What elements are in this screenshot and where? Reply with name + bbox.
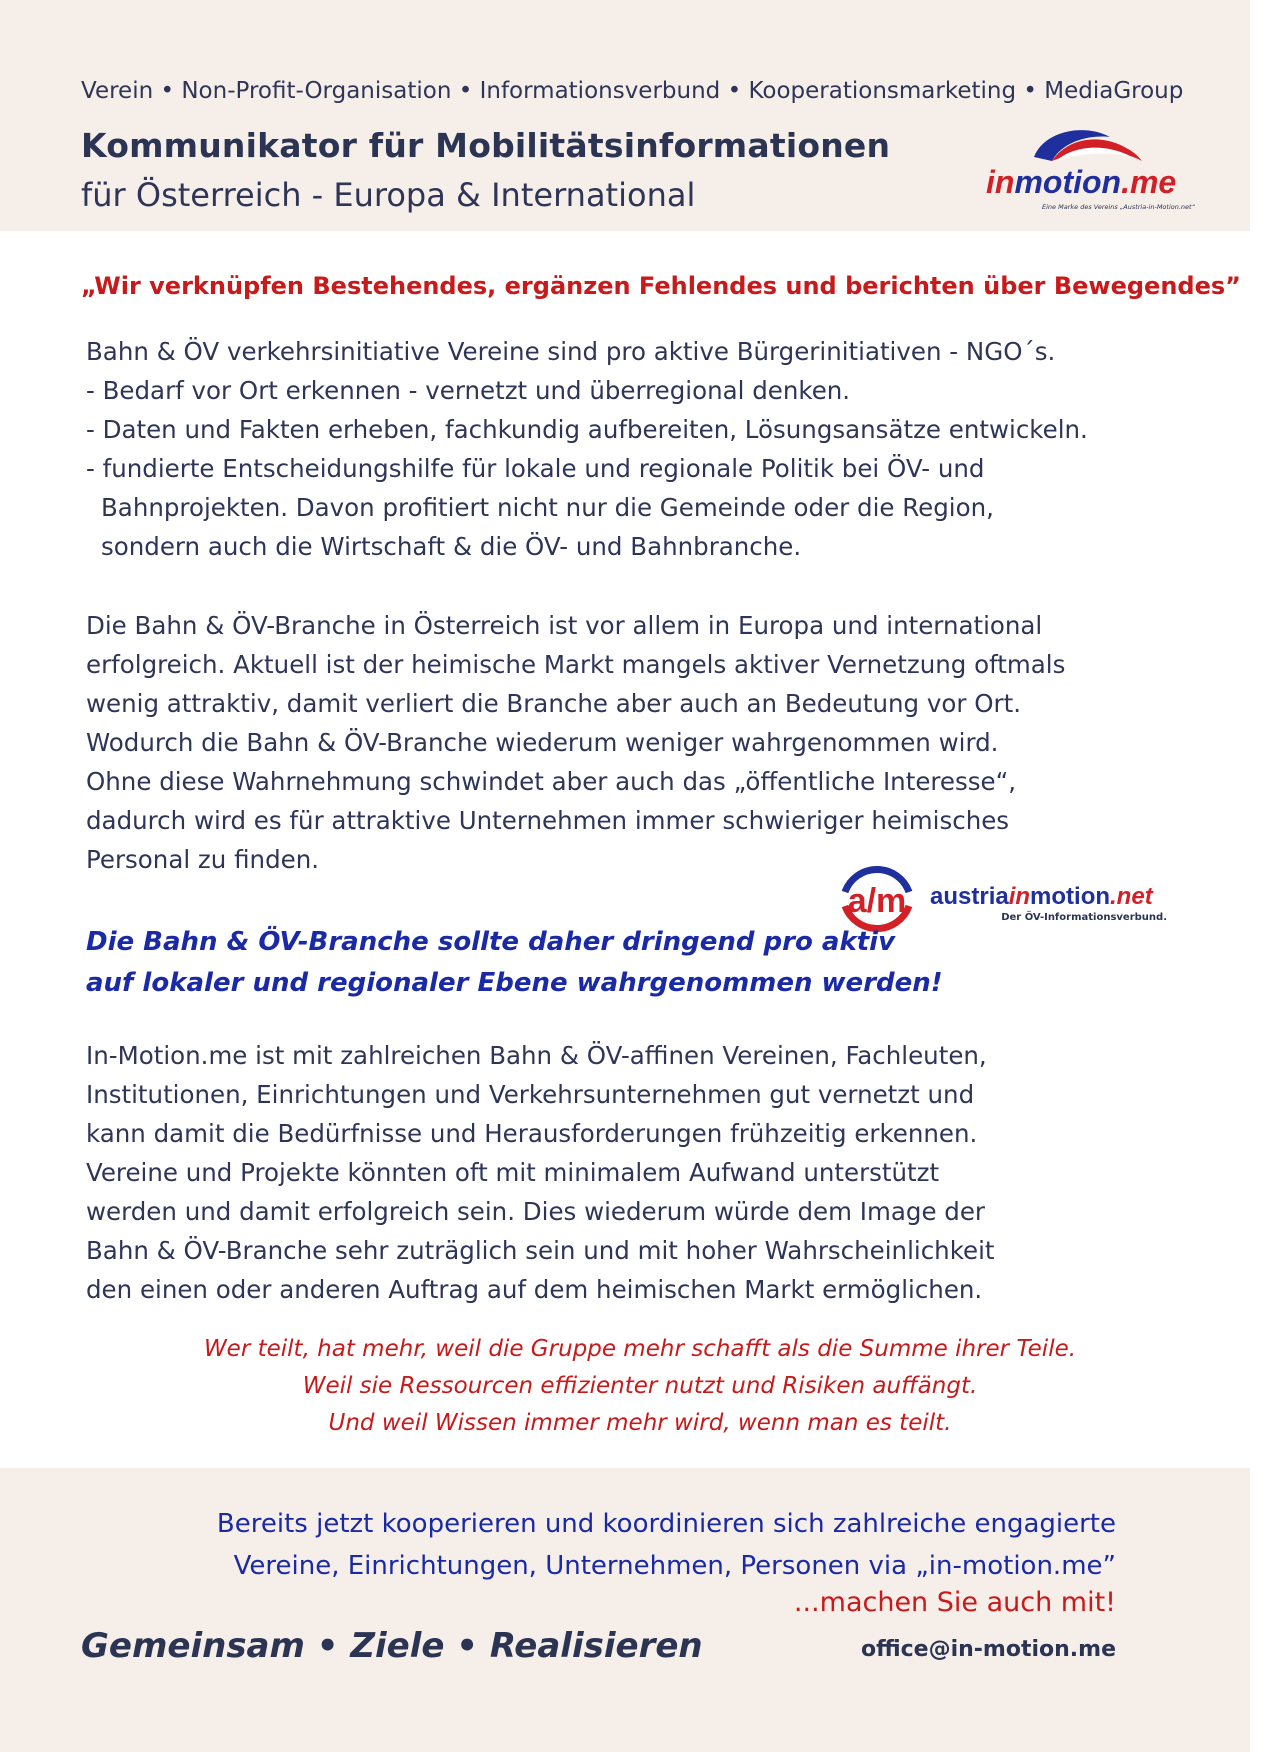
footer-slogan: Gemeinsam • Ziele • Realisieren — [81, 1626, 703, 1666]
text-line: Die Bahn & ÖV-Branche sollte daher dringend pro aktiv — [86, 927, 896, 957]
text-line: Die Bahn & ÖV-Branche in Österreich ist vor allem in Europa und international — [86, 611, 1043, 640]
cooperation-statement — [217, 1503, 1116, 1587]
in-motion-me-logo — [982, 125, 1195, 215]
network-paragraph — [86, 1036, 995, 1309]
svg-text:austriainmotion.net — [930, 883, 1154, 910]
text-line: wenig attraktiv, damit verliert die Branche aber auch an Bedeutung vor Ort. — [86, 689, 1021, 718]
logo-brand-me: .me — [1121, 164, 1177, 200]
text-line: - fundierte Entscheidungshilfe für lokale und regionale Politik bei ÖV- und — [86, 454, 985, 483]
contact-email[interactable]: office@in-motion.me — [860, 1637, 1116, 1662]
motto: „Wir verknüpfen Bestehendes, ergänzen Fehlendes und berichten über Bewegendes” — [81, 272, 1241, 300]
text-line: Vereine, Einrichtungen, Unternehmen, Personen via „in-motion.me” — [233, 1551, 1116, 1581]
text-line: Vereine und Projekte könnten oft mit minimalem Aufwand unterstützt — [86, 1158, 940, 1187]
logo-caption: Eine Marke des Vereins „Austria-in-Motion.net“ — [1042, 203, 1195, 211]
text-line: Wodurch die Bahn & ÖV-Branche wiederum weniger wahrgenommen wird. — [86, 728, 999, 757]
text-line: In-Motion.me ist mit zahlreichen Bahn & ÖV-affinen Vereinen, Fachleuten, — [86, 1041, 987, 1070]
svg-text:inmotion.me — [986, 164, 1176, 200]
highlight-statement — [86, 922, 943, 1004]
aim-brand-austria: austria — [930, 883, 1009, 910]
logo-brand-motion: motion — [1014, 164, 1122, 200]
market-paragraph — [86, 606, 1065, 879]
quote-line: Weil sie Ressourcen effizienter nutzt und Risiken auffängt. — [302, 1373, 978, 1399]
intro-paragraph — [86, 332, 1088, 566]
sharing-quote — [0, 1331, 1250, 1442]
text-line: auf lokaler und regionaler Ebene wahrgenommen werden! — [86, 968, 943, 998]
header-tagline: Verein • Non-Profit-Organisation • Informationsverbund • Kooperationsmarketing • MediaGroup — [81, 78, 1184, 104]
text-line: kann damit die Bedürfnisse und Herausforderungen frühzeitig erkennen. — [86, 1119, 978, 1148]
text-line: dadurch wird es für attraktive Unternehmen immer schwieriger heimisches — [86, 806, 1010, 835]
aim-brand-net: .net — [1110, 883, 1153, 910]
aim-monogram: a/m — [847, 882, 907, 920]
text-line: Ohne diese Wahrnehmung schwindet aber auch das „öffentliche Interesse“, — [86, 767, 1017, 796]
text-line: Institutionen, Einrichtungen und Verkehrsunternehmen gut vernetzt und — [86, 1080, 975, 1109]
aim-caption: Der ÖV-Informationsverbund. — [1001, 912, 1167, 923]
text-line: Personal zu finden. — [86, 845, 320, 874]
text-line: - Bedarf vor Ort erkennen - vernetzt und überregional denken. — [86, 376, 851, 405]
call-to-action: ...machen Sie auch mit! — [793, 1587, 1116, 1618]
text-line: den einen oder anderen Auftrag auf dem heimischen Markt ermöglichen. — [86, 1275, 983, 1304]
aim-brand-in: in — [1008, 883, 1031, 910]
text-line: werden und damit erfolgreich sein. Dies wiederum würde dem Image der — [86, 1197, 985, 1226]
text-line: Bahnprojekten. Davon profitiert nicht nur die Gemeinde oder die Region, — [101, 493, 994, 522]
text-line: Bahn & ÖV verkehrsinitiative Vereine sind pro aktive Bürgerinitiativen - NGO´s. — [86, 337, 1056, 366]
page-subtitle: für Österreich - Europa & International — [81, 176, 696, 214]
text-line: erfolgreich. Aktuell ist der heimische Markt mangels aktiver Vernetzung oftmals — [86, 650, 1066, 679]
text-line: sondern auch die Wirtschaft & die ÖV- und Bahnbranche. — [101, 532, 802, 561]
logo-brand-in: in — [986, 164, 1015, 200]
quote-line: Wer teilt, hat mehr, weil die Gruppe mehr schafft als die Summe ihrer Teile. — [203, 1336, 1077, 1362]
text-line: - Daten und Fakten erheben, fachkundig aufbereiten, Lösungsansätze entwickeln. — [86, 415, 1088, 444]
page-title: Kommunikator für Mobilitätsinformationen — [81, 126, 891, 165]
text-line: Bereits jetzt kooperieren und koordinieren sich zahlreiche engagierte — [216, 1509, 1116, 1539]
aim-brand-motion: motion — [1030, 883, 1111, 910]
quote-line: Und weil Wissen immer mehr wird, wenn man es teilt. — [328, 1410, 952, 1436]
text-line: Bahn & ÖV-Branche sehr zuträglich sein und mit hoher Wahrscheinlichkeit — [86, 1236, 995, 1265]
